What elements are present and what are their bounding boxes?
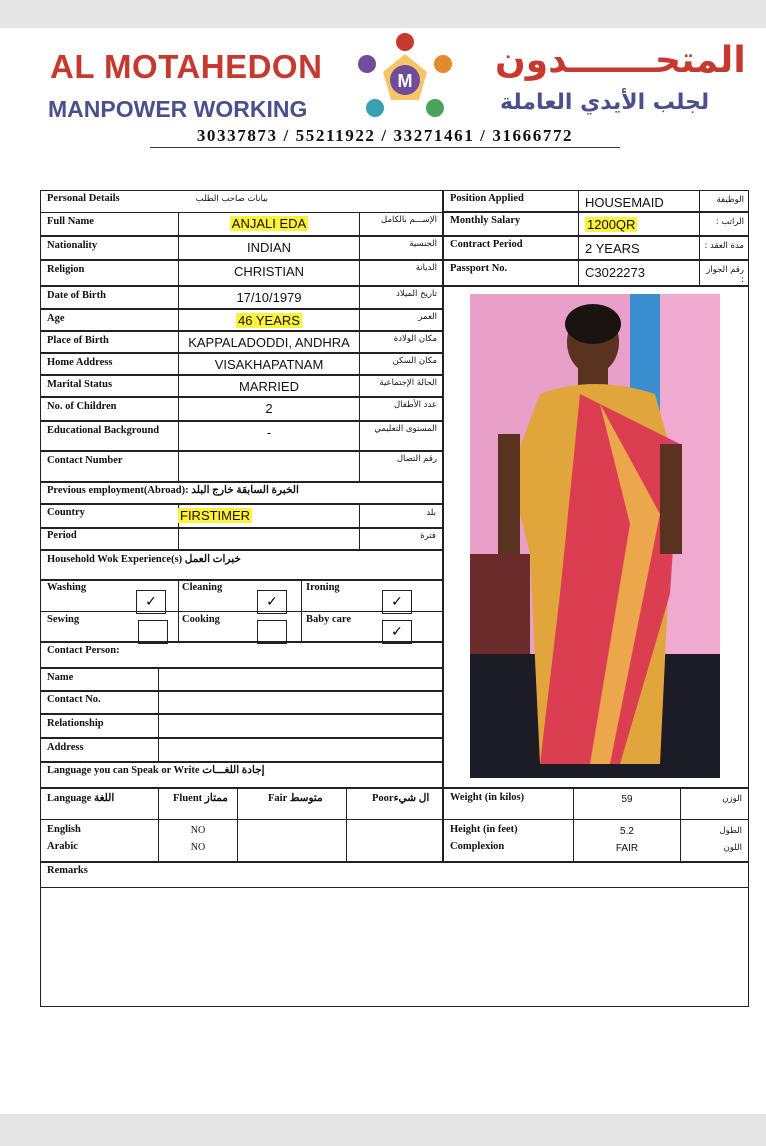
position-label: Passport No. [450,263,508,274]
personal-value: ANJALI EDA [231,216,307,231]
personal-label: Marital Status [47,379,113,390]
personal-label: Place of Birth [47,335,109,346]
contact-value-cell [158,690,443,714]
experience-label: Sewing [47,614,80,625]
position-label: Contract Period [450,239,523,250]
personal-value: 2 [265,401,273,416]
experience-checkbox[interactable]: ✓ [257,590,287,614]
personal-label-ar: مكان السكن [392,356,437,366]
brand-subtitle-arabic: لجلب الأيدي العاملة [500,90,710,115]
personal-label: Educational Background [47,425,160,436]
language-fluent: NO [190,825,206,836]
physical-label-ar: اللون [723,843,742,853]
contact-value-cell [158,668,443,692]
personal-label: Full Name [47,216,94,227]
personal-label: No. of Children [47,401,117,412]
personal-label-ar: عدد الأطفال [393,400,437,410]
experience-checkbox[interactable]: ✓ [136,590,166,614]
language-name: English [47,824,81,835]
personal-label-ar: رقم التصال [396,454,437,464]
contact-person-title: Contact Person: [47,645,120,656]
country-label: Country [47,507,85,518]
personal-label-ar: الحالة الإجتماعية [379,378,437,388]
logo-letter: M [397,71,413,91]
position-value: HOUSEMAID [585,195,664,210]
phone-numbers: 30337873 / 55211922 / 33271461 / 31666772 [150,126,620,148]
position-label: Monthly Salary [450,215,521,226]
personal-label-ar: المستوى التعليمي [374,424,437,434]
applicant-photo [470,294,720,778]
physical-label: Complexion [450,841,505,852]
language-header: Language اللغة [47,793,115,804]
personal-label-ar: مكان الولادة [393,334,437,344]
position-label-ar: الوظيفة [716,195,744,205]
experience-checkbox[interactable] [138,620,168,644]
experience-checkbox[interactable] [257,620,287,644]
personal-label: Contact Number [47,455,123,466]
brand-name-arabic: المتحـــــــدون [495,40,746,81]
personal-value: - [266,425,272,440]
experience-label: Cooking [182,614,220,625]
physical-value: 59 [621,794,633,805]
contact-value-cell [158,714,443,738]
remarks-label: Remarks [47,865,88,876]
period-label-ar: فترة [420,531,436,541]
personal-value: 46 YEARS [238,313,300,328]
personal-label-ar: العمر [418,312,437,322]
position-label-ar: مدة العقد : [704,241,744,251]
personal-label-ar: تاريخ الميلاد [396,289,437,299]
contact-label: Name [47,672,74,683]
period-label: Period [47,530,77,541]
experience-checkbox[interactable]: ✓ [382,620,412,644]
contact-label: Relationship [47,718,104,729]
personal-details-label: Personal Details [47,193,120,204]
personal-label-ar: الإســـم بالكامل [381,215,437,225]
position-value: 2 YEARS [585,241,640,256]
experience-label: Cleaning [182,582,223,593]
position-label-ar: رقم الجواز : [706,265,744,285]
language-fluent: NO [190,842,206,853]
brand-subtitle: MANPOWER WORKING [48,96,308,122]
physical-label-ar: الطول [719,826,742,836]
contact-label: Address [47,742,84,753]
personal-value: CHRISTIAN [233,264,305,279]
contact-value-cell [158,738,443,762]
contact-label: Contact No. [47,694,101,705]
personal-value: VISAKHAPATNAM [214,357,324,372]
personal-label: Date of Birth [47,290,106,301]
physical-value: FAIR [615,843,639,854]
personal-label: Nationality [47,240,98,251]
position-label: Position Applied [450,193,524,204]
country-label-ar: بلد [426,508,436,518]
language-header: Fair متوسط [268,793,323,804]
personal-label: Home Address [47,357,113,368]
experience-checkbox[interactable]: ✓ [382,590,412,614]
personal-label: Religion [47,264,85,275]
position-value: 1200QR [587,217,636,232]
company-logo-icon [345,30,465,130]
country-value: FIRSTIMER [180,508,251,523]
personal-details-label-ar: بيانات صاحب الطلب [195,194,268,204]
remarks-row [40,862,749,888]
personal-value: MARRIED [239,379,299,394]
position-label-ar: الراتب : [715,217,744,227]
previous-employment-title: Previous employment(Abroad): الخبرة السابقة خارج البلد [47,485,299,496]
position-value: C3022273 [585,265,645,280]
personal-value: INDIAN [246,240,292,255]
personal-label-ar: الجنسية [409,239,437,249]
personal-value-cell [178,451,360,482]
personal-value: KAPPALADODDI, ANDHRA [188,335,350,350]
personal-label: Age [47,313,65,324]
physical-value: 5.2 [620,826,634,837]
personal-value: 17/10/1979 [236,290,302,305]
brand-name: AL MOTAHEDON [50,48,323,85]
experience-label: Baby care [306,614,352,625]
physical-label: Weight (in kilos) [450,792,525,803]
physical-label-ar: الوزن [722,794,742,804]
experience-title: Household Wok Experience(s) خبرات العمل [47,554,241,565]
language-header: Poorال شيء [372,793,430,804]
physical-label: Height (in feet) [450,824,518,835]
experience-label: Washing [47,582,87,593]
personal-label-ar: الديانة [415,263,437,273]
language-name: Arabic [47,841,78,852]
language-header: Fluent ممتاز [173,793,228,804]
experience-label: Ironing [306,582,340,593]
language-title: Language you can Speak or Write إجادة اللغـــات [47,765,265,776]
